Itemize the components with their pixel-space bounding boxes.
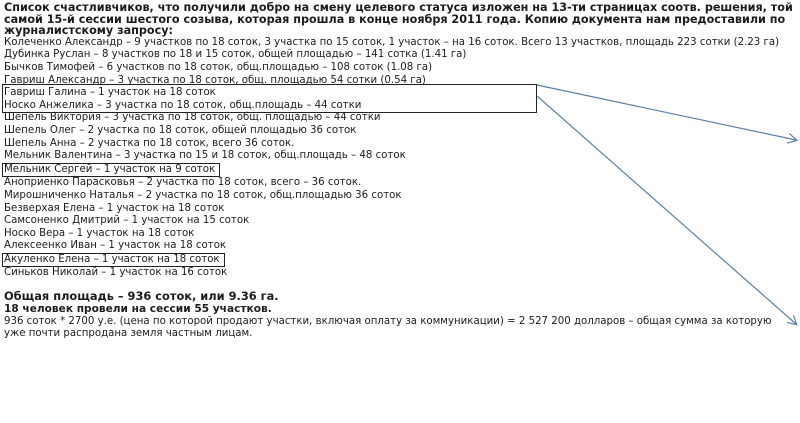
list-item: Дубинка Руслан – 8 участков по 18 и 15 соток, общей площадью – 141 сотка (1.41 га) xyxy=(4,49,467,61)
intro-paragraph: Список счастливчиков, что получили добро на смену целевого статуса изложен на 13-ти страницах соотв. решения, той самой 15-й сессии шестого созыва, которая прошла в конце ноября 2011 года. Копию документа нам предоставили по журналистскому запросу: xyxy=(4,1,793,38)
list-item: Колеченко Александр – 9 участков по 18 соток, 3 участка по 15 соток, 1 участок – на 16 соток. Всего 13 участков, площадь 223 сотки (2.23 га) xyxy=(4,36,780,48)
total-area: Общая площадь – 936 соток, или 9.36 га. xyxy=(4,289,279,304)
list-item: Мирошниченко Наталья – 2 участка по 18 соток, общ.площадью 36 соток xyxy=(4,189,402,201)
list-item: Гавриш Галина – 1 участок на 18 соток xyxy=(4,87,216,99)
list-item: Носко Анжелика – 3 участка по 18 соток, общ.площадь – 44 сотки xyxy=(4,99,362,111)
list-item: Бычков Тимофей – 6 участков по 18 соток, общ.площадью – 108 соток (1.08 га) xyxy=(4,61,433,73)
list-item: Алексеенко Иван – 1 участок на 18 соток xyxy=(4,240,227,252)
arrow-right-bottom xyxy=(537,96,796,324)
list-item: Гавриш Александр – 3 участка по 18 соток, общ. площадью 54 сотки (0.54 га) xyxy=(4,74,426,86)
list-item: Носко Вера – 1 участок на 18 соток xyxy=(4,227,195,239)
list-item: Самсоненко Дмитрий – 1 участок на 15 соток xyxy=(4,215,250,227)
highlighted-list-item: Акуленко Елена – 1 участок на 18 соток xyxy=(2,253,225,268)
list-item: Шепель Олег – 2 участка по 18 соток, общей площадью 36 соток xyxy=(4,124,357,136)
list-item: Мельник Валентина – 3 участка по 15 и 18 соток, общ.площадь – 48 соток xyxy=(4,150,406,162)
highlighted-list-item: Мельник Сергей – 1 участок на 9 соток xyxy=(2,163,220,178)
list-item: Безверхая Елена – 1 участок на 18 соток xyxy=(4,202,225,214)
calculation-paragraph: 936 соток * 2700 у.е. (цена по которой продают участки, включая оплату за коммуникации) = 2 527 200 долларов – общая сумма за которую уже почти распродана земля частным лицам. xyxy=(4,316,772,340)
summary-line: 18 человек провели на сессии 55 участков. xyxy=(4,303,272,316)
list-item: Шепель Виктория – 3 участка по 18 соток, общ. площадью – 44 сотки xyxy=(4,112,381,124)
arrow-right-top xyxy=(537,85,796,140)
list-item: Шепель Анна – 2 участка по 18 соток, всего 36 соток. xyxy=(4,137,295,149)
list-item: Синьков Николай – 1 участок на 16 соток xyxy=(4,267,228,279)
list-item: Аноприенко Парасковья – 2 участка по 18 соток, всего – 36 соток. xyxy=(4,177,362,189)
